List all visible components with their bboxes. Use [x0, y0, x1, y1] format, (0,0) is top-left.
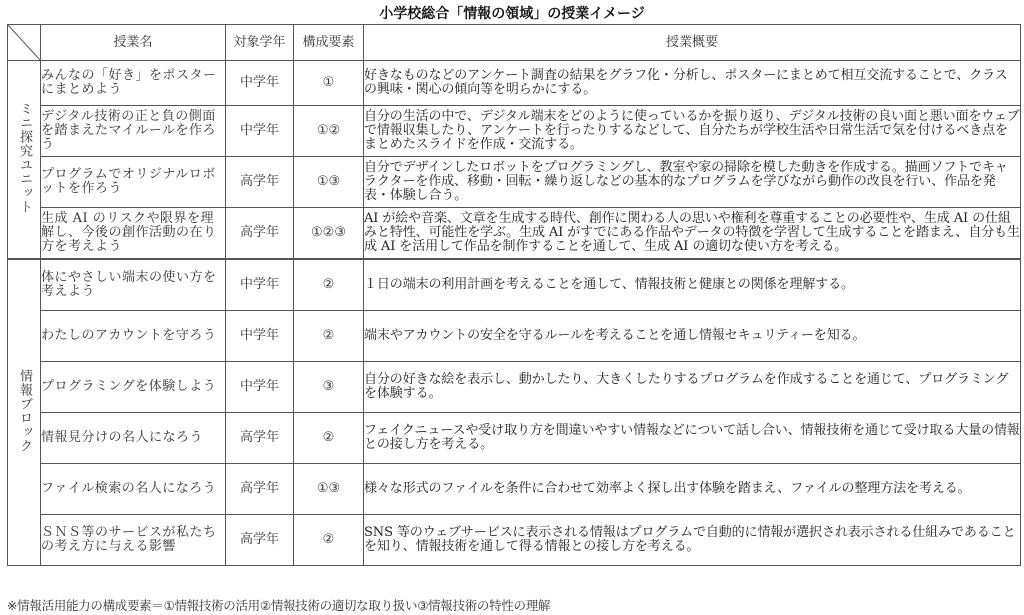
- table-row: [8, 61, 1021, 106]
- lesson-grade: 中学年: [226, 61, 294, 106]
- lesson-name: 体にやさしい端末の使い方を考えよう: [41, 259, 226, 311]
- table-row: [8, 362, 1021, 413]
- lesson-grade: 高学年: [226, 413, 294, 464]
- lesson-name: みんなの「好き」をポスターにまとめよう: [41, 61, 226, 106]
- lesson-name: プログラムでオリジナルロボットを作ろう: [41, 157, 226, 208]
- lesson-grade: 中学年: [226, 362, 294, 413]
- table-row: [8, 157, 1021, 208]
- group-label: ミニ探究ユニット: [17, 101, 32, 214]
- header-target-grade: 対象学年: [226, 25, 294, 61]
- lesson-name: プログラミングを体験しよう: [41, 362, 226, 413]
- table-row: [8, 208, 1021, 260]
- header-element: 構成要素: [294, 25, 364, 61]
- lesson-summary: 端末やアカウントの安全を守るルールを考えることを通し情報セキュリティーを知る。: [364, 311, 1021, 362]
- table-row: [8, 464, 1021, 515]
- lesson-element: ②: [294, 413, 364, 464]
- lesson-summary: SNS 等のウェブサービスに表示される情報はプログラムで自動的に情報が選択され表示される仕組みであることを知り、情報技術を通して得る情報との接し方を考える。: [364, 515, 1021, 566]
- lesson-summary: フェイクニュースや受け取り方を間違いやすい情報などについて話し合い、情報技術を通じて受け取る大量の情報との接し方を考える。: [364, 413, 1021, 464]
- lesson-element: ①③: [294, 464, 364, 515]
- table-row: [8, 106, 1021, 157]
- lesson-summary: 様々な形式のファイルを条件に合わせて効率よく探し出す体験を踏まえ、ファイルの整理方法を考える。: [364, 464, 1021, 515]
- table-row: [8, 413, 1021, 464]
- lesson-summary: AI が絵や音楽、文章を生成する時代、創作に関わる人の思いや権利を尊重することの必要性や、生成 AI の仕組みと特性、可能性を学ぶ。生成 AI がすでにある作品やデータの特徴を学習して生成することを踏まえ、自分も生成 AI を活用して作品を制作することを通して、生成 AI の適切な使い方を考える。: [364, 208, 1021, 260]
- lesson-table: [7, 24, 1021, 566]
- table-row: [8, 259, 1021, 311]
- table-row: [8, 311, 1021, 362]
- lesson-grade: 中学年: [226, 311, 294, 362]
- group-information-block: [8, 259, 41, 566]
- table-header-row: [8, 25, 1021, 61]
- lesson-grade: 高学年: [226, 464, 294, 515]
- lesson-summary: 自分でデザインしたロボットをプログラミングし、教室や家の掃除を模した動きを作成する。描画ソフトでキャラクターを作成、移動・回転・繰り返しなどの基本的なプログラムを学びながら動作の改良を行い、作品を発表・体験し合う。: [364, 157, 1021, 208]
- lesson-summary: 自分の生活の中で、デジタル端末をどのように使っているかを振り返り、デジタル技術の良い面と悪い面をウェブで情報収集したり、アンケートを行ったりするなどして、自分たちが学校生活や日常生活で気を付けるべき点をまとめたスライドを作成・交流する。: [364, 106, 1021, 157]
- lesson-element: ③: [294, 362, 364, 413]
- lesson-grade: 高学年: [226, 515, 294, 566]
- lesson-element: ①③: [294, 157, 364, 208]
- lesson-summary: 自分の好きな絵を表示し、動かしたり、大きくしたりするプログラムを作成することを通じて、プログラミングを体験する。: [364, 362, 1021, 413]
- table-row: [8, 515, 1021, 566]
- group-label: 情報ブロック: [17, 368, 32, 453]
- lesson-name: わたしのアカウントを守ろう: [41, 311, 226, 362]
- lesson-name: デジタル技術の正と負の側面を踏まえたマイルールを作ろう: [41, 106, 226, 157]
- lesson-summary: 好きなものなどのアンケート調査の結果をグラフ化・分析し、ポスターにまとめて相互交流することで、クラスの興味・関心の傾向等を明らかにする。: [364, 61, 1021, 106]
- lesson-name: 情報見分けの名人になろう: [41, 413, 226, 464]
- lesson-name: ＳＮＳ等のサービスが私たちの考え方に与える影響: [41, 515, 226, 566]
- lesson-grade: 中学年: [226, 106, 294, 157]
- lesson-element: ②: [294, 259, 364, 311]
- lesson-name: ファイル検索の名人になろう: [41, 464, 226, 515]
- header-lesson-name: 授業名: [41, 25, 226, 61]
- lesson-element: ②: [294, 311, 364, 362]
- lesson-name: 生成 AI のリスクや限界を理解し、今後の創作活動の在り方を考えよう: [41, 208, 226, 260]
- group-mini-inquiry-unit: [8, 61, 41, 260]
- lesson-grade: 高学年: [226, 157, 294, 208]
- lesson-grade: 中学年: [226, 259, 294, 311]
- diagonal-corner-cell: [8, 25, 41, 61]
- lesson-element: ①②: [294, 106, 364, 157]
- lesson-grade: 高学年: [226, 208, 294, 260]
- lesson-element: ①②③: [294, 208, 364, 260]
- diagonal-line-icon: [8, 25, 40, 60]
- footnote: ※情報活用能力の構成要素＝①情報技術の活用②情報技術の適切な取り扱い③情報技術の特性の理解: [7, 598, 551, 613]
- lesson-summary: １日の端末の利用計画を考えることを通して、情報技術と健康との関係を理解する。: [364, 259, 1021, 311]
- header-summary: 授業概要: [364, 25, 1021, 61]
- document-title: 小学校総合「情報の領域」の授業イメージ: [379, 6, 645, 22]
- lesson-element: ①: [294, 61, 364, 106]
- lesson-element: ②: [294, 515, 364, 566]
